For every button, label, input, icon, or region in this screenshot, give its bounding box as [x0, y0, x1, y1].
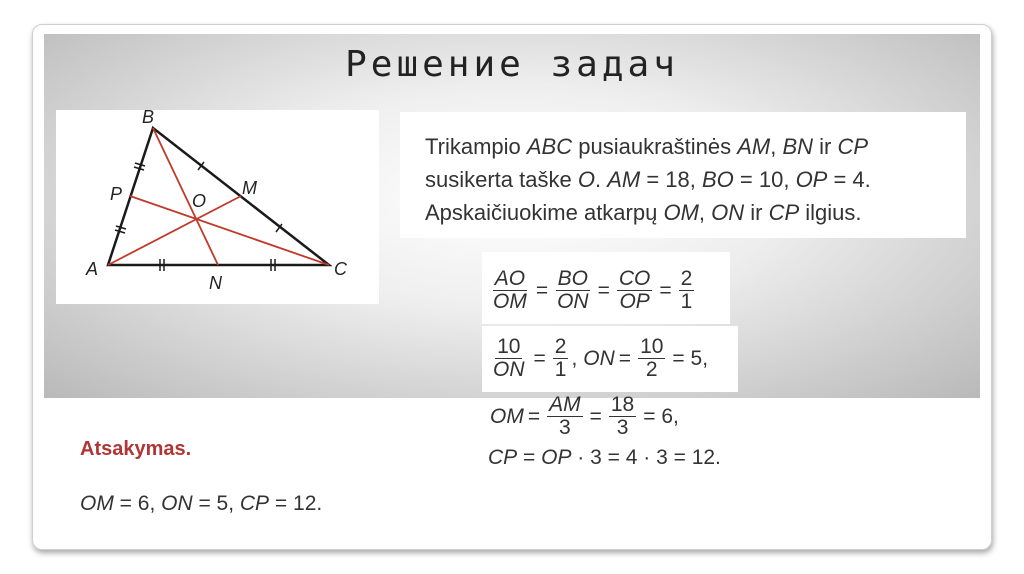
var: CP — [768, 200, 800, 225]
variable: CP — [239, 492, 270, 515]
text: = 6, — [113, 492, 162, 515]
result: = 6, — [643, 404, 679, 428]
text: = 5, — [192, 492, 240, 515]
numerator: 18 — [610, 393, 635, 416]
triangle-diagram — [56, 110, 379, 304]
text: pusiaukraštinės — [572, 134, 738, 159]
fraction — [491, 268, 529, 313]
denominator: OM — [493, 290, 527, 313]
equals: = — [535, 278, 549, 302]
text: , — [770, 134, 783, 159]
text: = — [517, 446, 542, 469]
denominator: OP — [619, 290, 650, 313]
text: · 3 = 4 · 3 = 12. — [571, 446, 721, 469]
var: O — [577, 167, 595, 192]
denominator: 3 — [559, 416, 571, 439]
numerator: AO — [494, 267, 526, 290]
label-c: C — [334, 259, 347, 279]
problem-statement — [400, 112, 966, 238]
var: OP — [795, 167, 828, 192]
denominator: ON — [557, 290, 589, 313]
fraction — [638, 336, 665, 381]
variable: OM — [80, 492, 114, 515]
median-bn — [153, 128, 218, 265]
equals: = — [589, 404, 602, 428]
problem-line-1 — [425, 130, 966, 163]
var: AM — [737, 134, 771, 159]
equation-om — [490, 394, 679, 439]
numerator: BO — [557, 267, 589, 290]
text: = 4. — [827, 167, 871, 192]
equation-on — [488, 336, 708, 381]
text: , — [698, 200, 712, 225]
numerator: 2 — [554, 335, 567, 358]
numerator: 2 — [680, 267, 693, 290]
problem-line-3 — [425, 196, 966, 229]
equation-cp — [488, 446, 721, 470]
text: = 18, — [640, 167, 702, 192]
fraction — [617, 268, 653, 313]
text: ilgius. — [799, 200, 862, 225]
numerator: CO — [618, 267, 651, 290]
fraction — [555, 268, 591, 313]
text: ir — [744, 200, 769, 225]
denominator: 1 — [680, 290, 693, 313]
var: ABC — [526, 134, 573, 159]
label-a: A — [86, 259, 99, 279]
problem-line-2 — [425, 163, 966, 196]
slide-title: Решение задач — [345, 44, 679, 85]
denominator: 2 — [645, 358, 658, 381]
triangle-figure — [56, 110, 379, 304]
variable: OM — [490, 404, 524, 428]
fraction — [547, 394, 583, 439]
var: CP — [837, 134, 869, 159]
fraction — [609, 394, 636, 439]
numerator: 10 — [640, 335, 664, 358]
label-o: O — [192, 191, 207, 211]
median-cp — [130, 196, 329, 265]
var: ON — [711, 200, 745, 225]
variable: ON — [583, 346, 615, 370]
text: = 10, — [733, 167, 796, 192]
equals: = — [533, 346, 546, 370]
result: = 5, — [672, 346, 709, 370]
answer-heading: Atsakymas. — [80, 438, 192, 460]
answer-text — [80, 492, 322, 516]
denominator: 3 — [616, 416, 629, 439]
text: susikerta taške — [425, 167, 578, 192]
numerator: AM — [549, 393, 581, 416]
var: OM — [663, 200, 699, 225]
separator: , — [571, 346, 578, 370]
text: Trikampio — [425, 134, 527, 159]
variable: CP — [488, 446, 518, 469]
numerator: 10 — [497, 335, 521, 358]
variable: ON — [161, 492, 193, 515]
fraction — [553, 336, 569, 381]
var: AM — [607, 167, 641, 192]
fraction — [679, 268, 695, 313]
text: ir — [813, 134, 838, 159]
text: = 12. — [269, 492, 323, 515]
equation-ratio — [488, 268, 697, 313]
label-n: N — [209, 273, 222, 293]
fraction — [491, 336, 527, 381]
denominator: ON — [493, 358, 525, 381]
equals: = — [527, 404, 541, 428]
label-m: M — [242, 178, 257, 198]
var: BO — [701, 167, 734, 192]
equals: = — [618, 346, 632, 370]
equals: = — [597, 278, 610, 302]
variable: OP — [541, 446, 572, 469]
label-b: B — [142, 110, 155, 127]
label-p: P — [110, 184, 123, 204]
var: BN — [782, 134, 814, 159]
text: Apskaičiuokime atkarpų — [425, 200, 664, 225]
text: . — [594, 167, 608, 192]
equals: = — [659, 278, 672, 302]
triangle-abc — [108, 128, 329, 265]
denominator: 1 — [554, 358, 567, 381]
